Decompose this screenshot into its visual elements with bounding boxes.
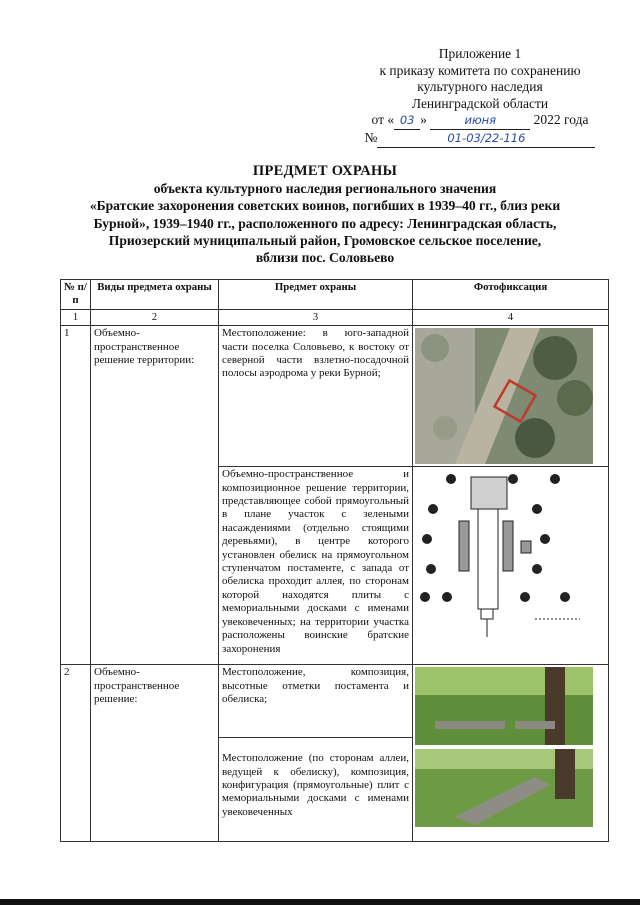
document-title (40, 163, 610, 266)
row-num: 1 (61, 326, 91, 665)
title-line-2: объекта культурного наследия регионального значения (153, 181, 497, 197)
number-prefix: № (364, 129, 378, 145)
title-line-6: вблизи пос. Соловьево (255, 250, 395, 266)
title-line-5: Приозерский муниципальный район, Громовское сельское поселение, (108, 232, 542, 248)
appendix-line-4: Ленинградской области (411, 95, 549, 111)
row-subject-slabs: Местоположение (по сторонам аллеи, ведущей к обелиску), композиция, конфигурация (прямоугольные) плит с мемориальными досками с именами увековеченных (219, 738, 413, 842)
row-kind: Объемно-пространственное решение: (91, 665, 219, 842)
table-row (61, 326, 609, 467)
title-line-4: Бурной», 1939–1940 гг., расположенного по адресу: Ленинградская область, (93, 215, 557, 231)
aerial-photo (415, 328, 593, 464)
col-number: 1 (61, 309, 91, 325)
appendix-line-2: к приказу комитета по сохранению (379, 62, 581, 78)
date-year: 2022 года (533, 112, 589, 128)
date-day: 03 (394, 112, 420, 130)
row-num: 2 (61, 665, 91, 842)
table-header-row (61, 280, 609, 310)
row-kind: Объемно-пространственное решение территории: (91, 326, 219, 665)
site-plan-diagram (415, 469, 593, 659)
scan-edge (0, 899, 640, 905)
memorial-photos (415, 667, 593, 827)
table-number-row (61, 309, 609, 325)
title-line-1: ПРЕДМЕТ ОХРАНЫ (252, 163, 398, 179)
date-prefix: от « (371, 112, 395, 128)
row-subject-obelisk: Местоположение, композиция, высотные отметки постамента и обелиска; (219, 665, 413, 738)
row-photo-aerial (413, 326, 609, 467)
table-row (61, 665, 609, 738)
date-mid: » (420, 112, 427, 128)
appendix-header (330, 46, 630, 148)
header-kind: Виды предмета охраны (91, 280, 219, 310)
row-subject-location: Местоположение: в юго-западной части поселка Соловьево, к востоку от северной части взлетно-посадочной полосы аэродрома у реки Бурной; (219, 326, 413, 467)
col-number: 4 (413, 309, 609, 325)
row-photo-plan (413, 467, 609, 665)
protection-subject-table (60, 279, 609, 842)
date-month: июня (430, 112, 530, 130)
header-num: № п/п (61, 280, 91, 310)
appendix-line-3: культурного наследия (417, 79, 543, 95)
row-subject-composition: Объемно-пространственное и композиционное решение территории, представляющее собой прямоугольный в плане участок с зелеными насаждениями (отдельно стоящими деревьями), в центре которого установлен обелиск на прямоугольном ступенчатом постаменте, с запада от обелиска проходит аллея, по сторонам которой находятся плиты с мемориальными досками с именами увековеченных; на территории участка расположены воинские братские захоронения (219, 467, 413, 665)
title-line-3: «Братские захоронения советских воинов, погибших в 1939–40 гг., близ реки (89, 198, 561, 214)
appendix-date-line (330, 112, 630, 130)
appendix-number-line (330, 130, 630, 148)
header-photo: Фотофиксация (413, 280, 609, 310)
appendix-line-1: Приложение 1 (438, 46, 522, 61)
col-number: 3 (219, 309, 413, 325)
header-subject: Предмет охраны (219, 280, 413, 310)
row-photo-memorial (413, 665, 609, 842)
order-number: 01-03/22-116 (377, 130, 595, 148)
col-number: 2 (91, 309, 219, 325)
